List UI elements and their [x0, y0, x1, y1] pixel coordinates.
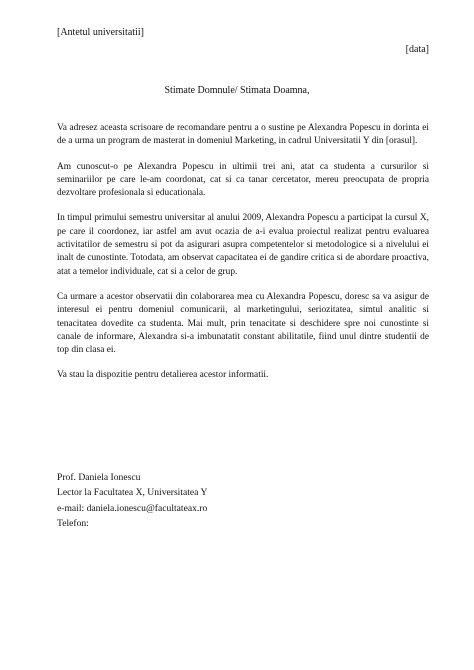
signature-position: Lector la Facultatea X, Universitatea Y	[57, 487, 208, 499]
university-header-placeholder: [Antetul universitatii]	[57, 27, 144, 38]
signature-email: e-mail: daniela.ionescu@facultateax.ro	[57, 502, 208, 514]
salutation: Stimate Domnule/ Stimata Doamna,	[164, 85, 310, 96]
paragraph-2: Am cunoscut-o pe Alexandra Popescu in ultimii trei ani, atat ca studenta a cursurilor si seminariilor pe care le-am coordonat, cat si ca tanar cercetator, mereu preocupata de propria dezvoltare profesionala si educationala.	[57, 161, 429, 199]
paragraph-1: Va adresez aceasta scrisoare de recomandare pentru a o sustine pe Alexandra Popescu in dorinta ei de a urma un program de masterat in domeniul Marketing, in cadrul Universitatii Y din [orasul].	[57, 123, 429, 147]
signature-block	[57, 470, 207, 532]
signature-name: Prof. Daniela Ionescu	[57, 472, 141, 483]
paragraph-4: Ca urmare a acestor observatii din colaborarea mea cu Alexandra Popescu, doresc sa va asigur de interesul ei pentru domeniul comunicarii, al marketingului, seriozitatea, simtul analitic si tenacitatea dovedite ca studenta. Mai mult, prin tenacitate si deschidere spre noi cunostinte si canale de informare, Alexandra si-a imbunatatit constant abilitatile, fiind unul dintre studentii de top din clasa ei.	[57, 291, 429, 356]
signature-phone: Telefon:	[57, 518, 89, 530]
paragraph-5: Va stau la dispozitie pentru detalierea acestor informatii.	[57, 370, 269, 381]
date-placeholder: [data]	[405, 44, 429, 55]
paragraph-3: In timpul primului semestru universitar al anului 2009, Alexandra Popescu a participat la cursul X, pe care il coordonez, iar astfel am avut ocazia de a-i evalua proiectul realizat pentru evaluarea activitatilor de semestru si pot da asigurari asupra competentelor si metodologice si a nivelului ei inalt de cunostinte. Totodata, am observat capacitatea ei de gandire critica si de abordare proactiva, atat a temelor individuale, cat si a celor de grup.	[57, 213, 429, 277]
letter-body	[57, 122, 429, 395]
